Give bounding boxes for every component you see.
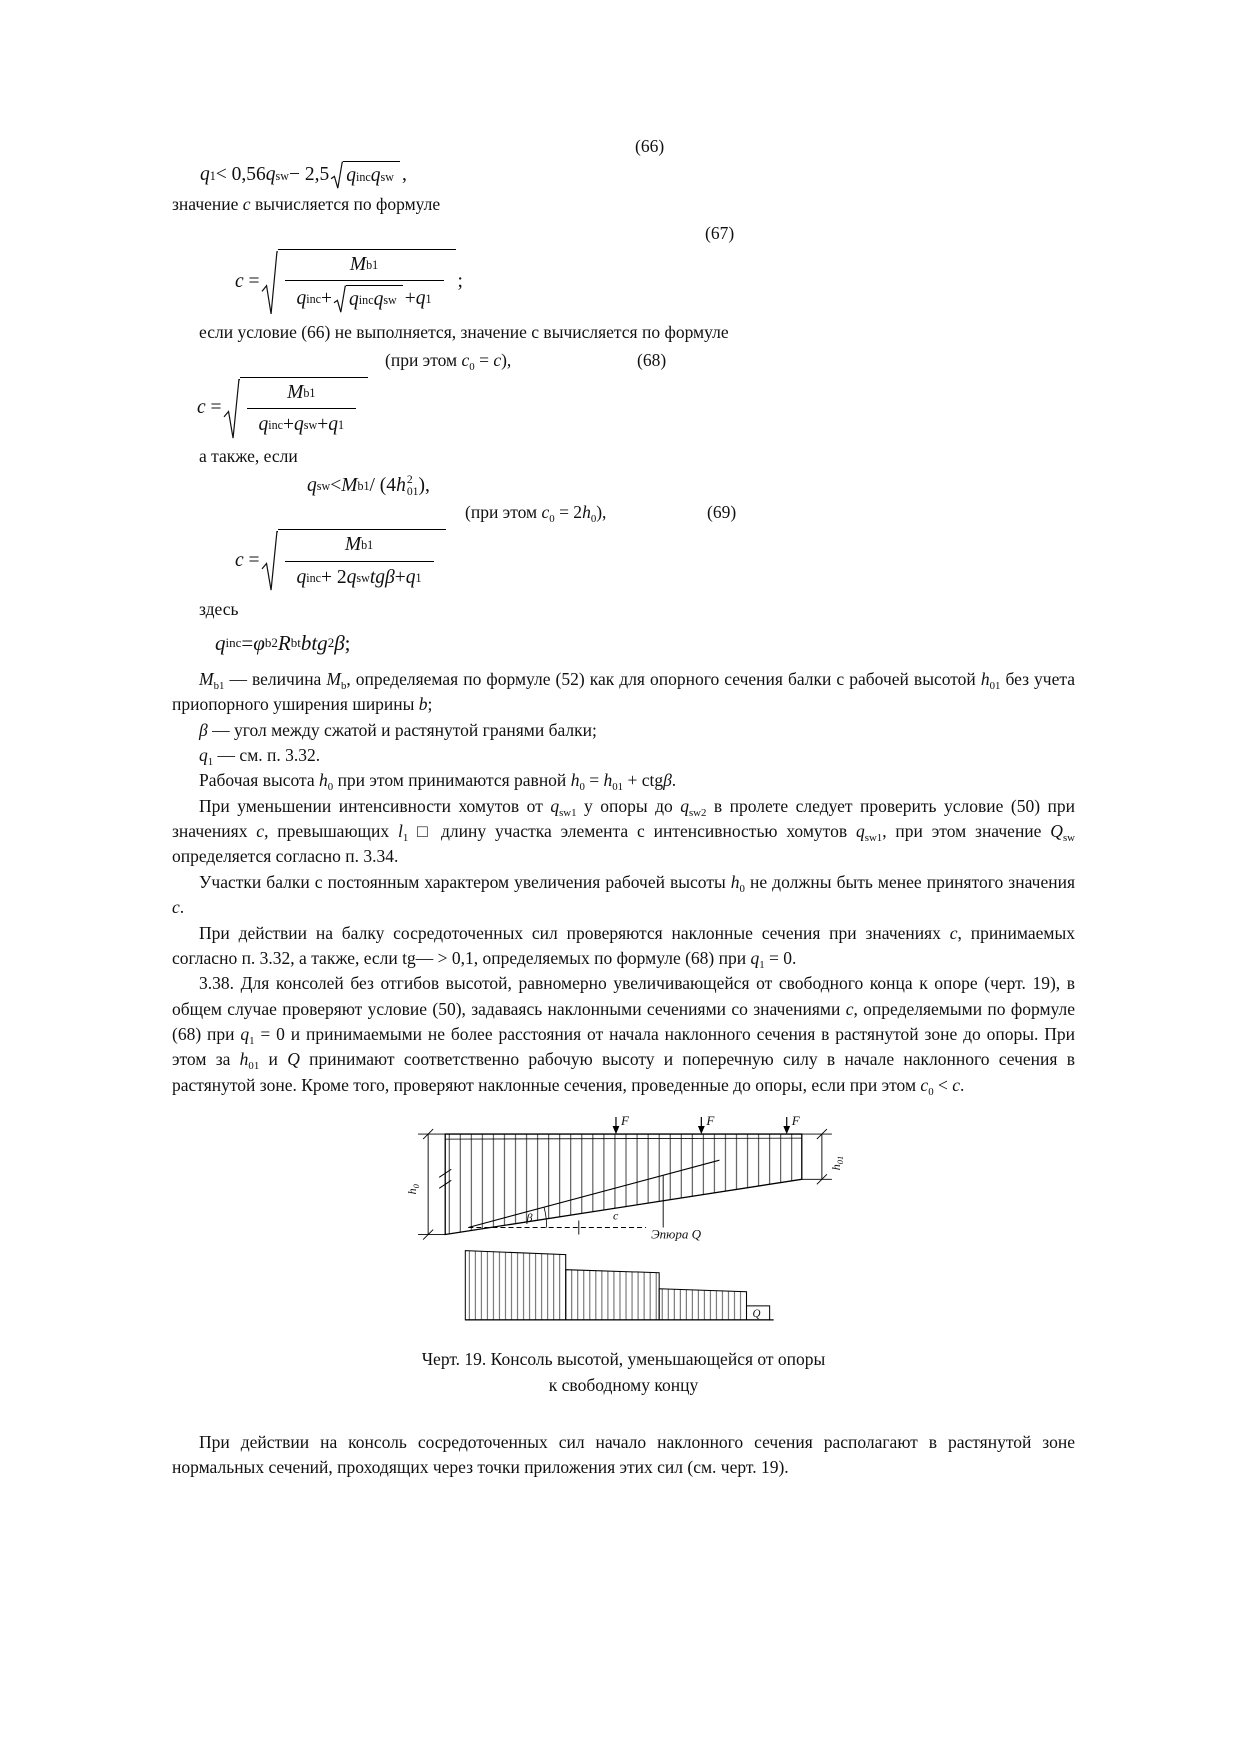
fraction: [247, 381, 357, 439]
paragraph-mb1: $M_{b1}$ — величина $M_b$, определяемая по формуле (52) как для опорного сечения балки с рабочей высотой $h_{01}$ без учета приопорного уширения ширины b;: [172, 668, 1075, 715]
force-label-1: F: [620, 1114, 629, 1129]
text-if-66: если условие (66) не выполняется, значение с вычисляется по формуле: [199, 322, 729, 343]
radical-sign: [224, 377, 369, 441]
paragraph-working-height: Рабочая высота $h_0$ при этом принимаются равной $h_0 = h_{01} + ctg\beta$.: [199, 770, 677, 794]
paragraph-q1: $q_1$ — см. п. 3.32.: [199, 744, 321, 768]
formula-67-denominator: q inc + q inc q sw + q 1: [285, 280, 444, 314]
c-label: c: [612, 1208, 619, 1223]
formula-68: [197, 377, 370, 441]
paragraph-final: При действии на консоль сосредоточенных сил начало наклонного сечения располагают в растянутой зоне нормальных сечений, проходящих через точки приложения этих сил (см. черт. 19).: [172, 1431, 1075, 1478]
text-after-66: значение c вычисляется по формуле: [172, 193, 441, 214]
q-diagram: [465, 1251, 773, 1320]
radical-sign: [262, 249, 456, 317]
text-also: а также, если: [199, 446, 298, 467]
formula-67-row: [235, 249, 1075, 317]
force-label-3: F: [791, 1114, 800, 1129]
console-figure-svg: [400, 1114, 847, 1337]
text-here: здесь: [199, 598, 239, 619]
beam: [439, 1134, 802, 1234]
figure-19: [400, 1114, 847, 1337]
paragraph-beta: β — угол между сжатой и растянутой гранями балки;: [199, 719, 597, 740]
formula-qinc: q inc = φ b2 R bt b tg 2 β ;: [215, 631, 351, 656]
h01-label: $h_{01}$: [828, 1155, 845, 1171]
force-label-2: F: [706, 1114, 715, 1129]
radical-icon: [262, 249, 278, 317]
formula-number-67: (67): [705, 223, 735, 244]
radical-icon: [262, 529, 278, 593]
formula-67-numerator: M b1: [349, 253, 379, 275]
condition-69-text: (при этом $c_0 = 2h_0$),: [465, 502, 607, 526]
formula-68-row: [197, 377, 1075, 441]
formula-69: [235, 529, 448, 593]
paragraph-3-38: 3.38. Для консолей без отгибов высотой, равномерно увеличивающейся от свободного конца к опоре (черт. 19), в общем случае проверяют условие (50), задаваясь наклонными сечениями со значениями с, определяемыми по формуле (68) при $q_1 = 0$ и принимаемыми не более расстояния от начала наклонного сечения в растянутой зоне до опоры. При этом за $h_{01}$ и Q принимают соответственно рабочую высоту и поперечную силу в начале наклонного сечения в растянутой зоне. Кроме того, проверяют наклонные сечения, проведенные до опоры, если при этом $c_0 < c$.: [172, 973, 1075, 1098]
radical-icon: [224, 377, 240, 441]
formula-69-row: [235, 529, 1075, 593]
formula-68-numerator: M b1: [287, 381, 316, 403]
h0-dimension: [418, 1129, 445, 1239]
formula-number-68: (68): [637, 349, 667, 370]
formula-67-lhs: c =: [235, 271, 260, 293]
paragraph-beam-sections: Участки балки с постоянным характером увеличения рабочей высоты $h_0$ не должны быть менее принятого значения с.: [172, 871, 1075, 918]
formula-67-number-row: [705, 221, 1075, 246]
q-label: Q: [752, 1308, 761, 1321]
formula-68-lhs: c =: [197, 397, 222, 419]
formula-number-66: (66): [635, 136, 665, 156]
figure-caption: [172, 1347, 1075, 1398]
page-content: [172, 134, 1075, 1481]
formula-66: q 1 < 0,56 q sw − 2,5 q inc q sw ,: [200, 161, 407, 189]
formula-67: [235, 249, 463, 317]
fraction: [285, 253, 444, 315]
condition-69-row: [172, 500, 1075, 527]
condition-68-text: (при этом $c_0 = c$),: [385, 349, 512, 373]
formula-qsw-condition: q sw < M b1 / (4 h 2 01 ),: [307, 472, 430, 498]
condition-68-row: [172, 348, 1075, 375]
formula-68-denominator: q inc + q sw + q 1: [247, 408, 357, 438]
formula-66-number-row: [635, 134, 1075, 159]
beta-label: β: [526, 1210, 533, 1225]
figure-caption-line-2: к свободному концу: [548, 1374, 699, 1395]
formula-qinc-row: [215, 628, 1075, 658]
h01-dimension: [802, 1129, 832, 1184]
h0-label: $h_0$: [405, 1184, 422, 1195]
formula-69-lhs: c =: [235, 549, 260, 571]
formula-67-tail: ;: [457, 271, 463, 293]
fraction: [285, 533, 434, 591]
radical-sign: [262, 529, 446, 593]
paragraph-stirrup-reduction: При уменьшении интенсивности хомутов от $q_{sw1}$ у опоры до $q_{sw2}$ в пролете следует проверить условие (50) при значениях c, превышающих $l_1$ □ длину участка элемента с интенсивностью хомутов $q_{sw1}$, при этом значение $Q_{sw}$ определяется согласно п. 3.34.: [172, 795, 1075, 867]
paragraph-concentrated-forces: При действии на балку сосредоточенных сил проверяются наклонные сечения при значениях с, принимаемых согласно п. 3.32, а также, если tg— > 0,1, определяемых по формуле (68) при $q_1 = 0$.: [172, 922, 1075, 971]
formula-66-row: [200, 161, 1075, 189]
formula-69-numerator: M b1: [344, 534, 374, 556]
formula-qsw-row: [307, 473, 1075, 498]
formula-number-69: (69): [707, 502, 737, 523]
force-arrowheads: [613, 1126, 791, 1134]
figure-caption-line-1: Черт. 19. Консоль высотой, уменьшающейся от опоры: [421, 1349, 826, 1370]
formula-69-denominator: q inc + 2 q sw tgβ + q 1: [285, 561, 434, 591]
epure-q-label: Эпюра Q: [651, 1226, 702, 1242]
